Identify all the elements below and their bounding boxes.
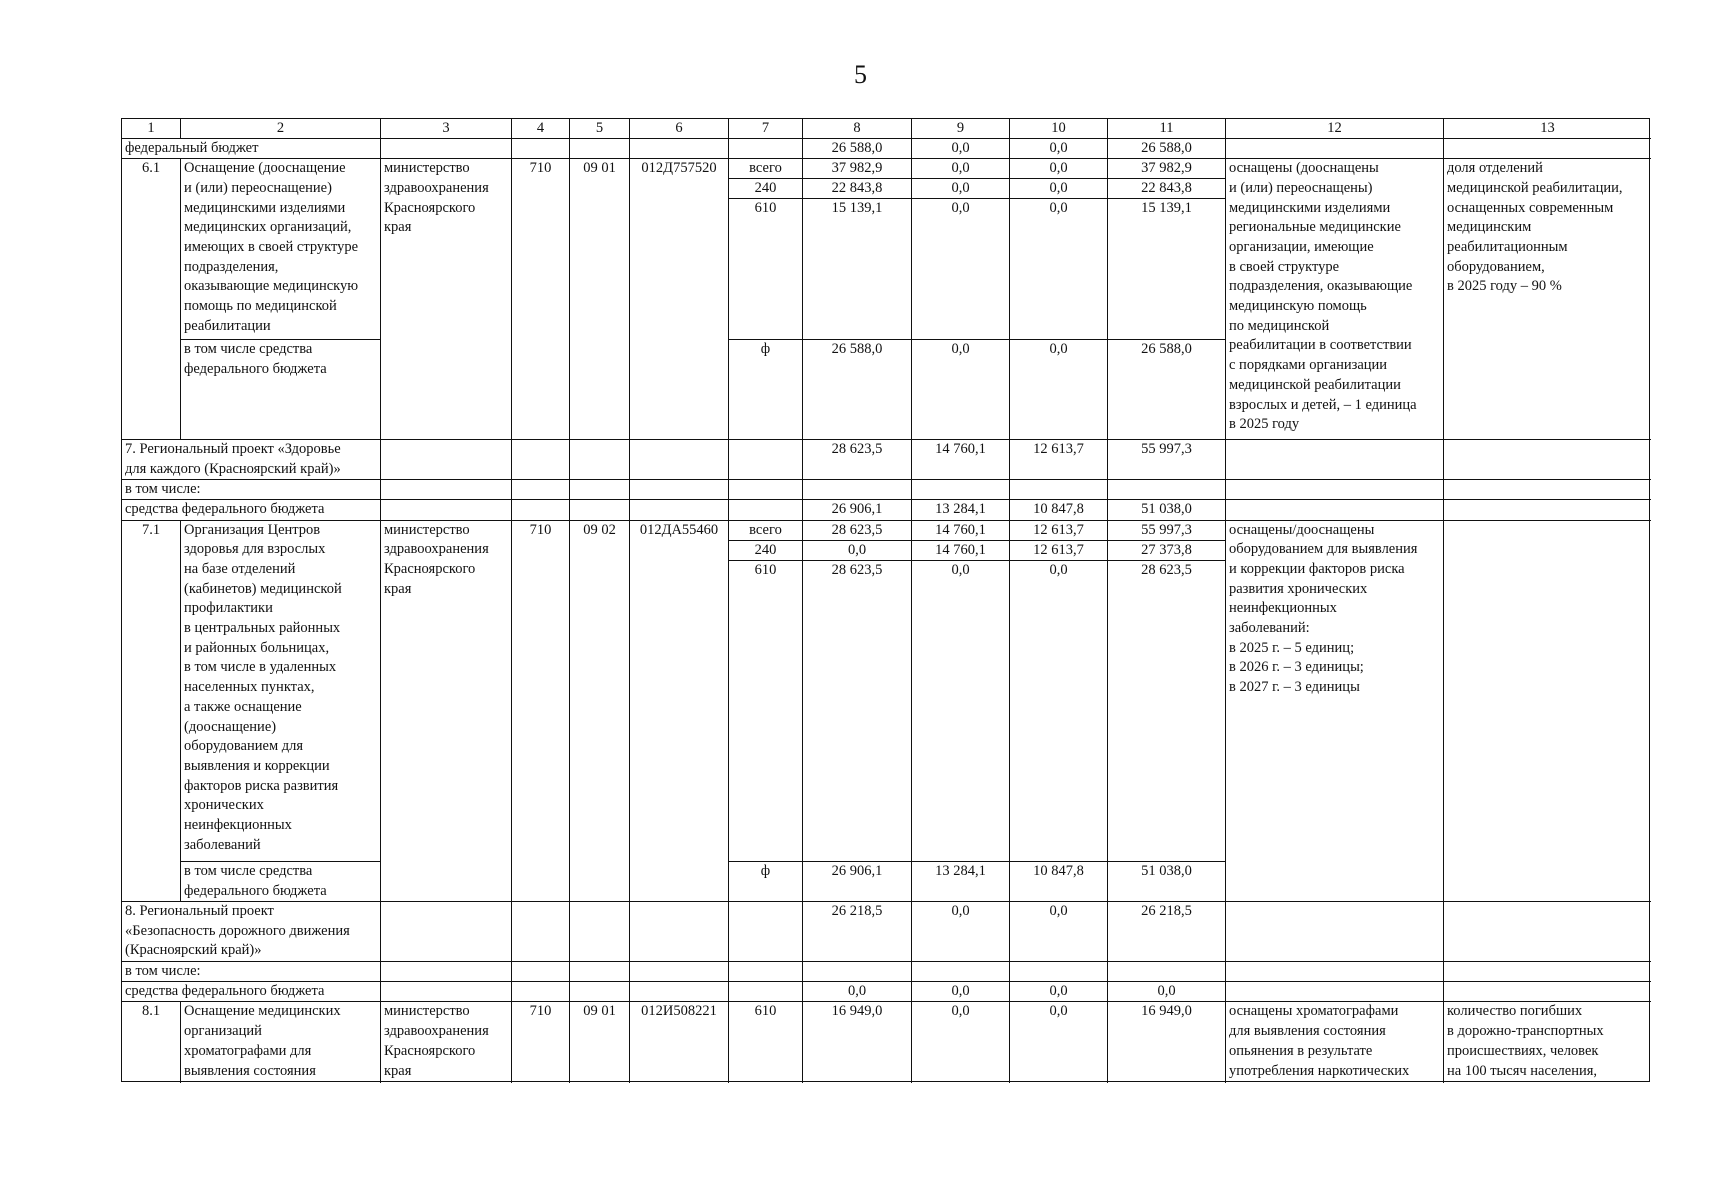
column-header-11: 11 (1108, 119, 1226, 139)
row-7-1-name: Организация Центров здоровья для взрослых на базе отделений (кабинетов) медицинской профилактики в центральных районных и районных больницах, в том числе в удаленных населенных пунктах, а также оснащение (дооснащение) оборудованием для выявления и коррекции факторов риска развития хронических неинфекционных заболеваний (181, 521, 381, 862)
project-7-2026: 14 760,1 (912, 440, 1010, 480)
row-6-1-240-label: 240 (729, 179, 803, 199)
project-7-title: 7. Региональный проект «Здоровье для каждого (Красноярский край)» (122, 440, 381, 480)
project-8-federal-2025: 0,0 (803, 982, 912, 1002)
row-7-1-section: 09 02 (570, 521, 630, 902)
row-6-1-240-2027: 0,0 (1010, 179, 1108, 199)
row-8-1-indicator: количество погибших в дорожно-транспортных происшествиях, человек на 100 тысяч населения, (1447, 1003, 1604, 1079)
row-7-1-610-2025: 28 623,5 (803, 561, 912, 862)
project-8-2027: 0,0 (1010, 902, 1108, 962)
column-header-7: 7 (729, 119, 803, 139)
row-7-1-total-2027: 12 613,7 (1010, 521, 1108, 541)
project-8-federal-label: средства федерального бюджета (122, 982, 381, 1002)
row-7-1-240-sum: 27 373,8 (1108, 541, 1226, 561)
row-7-1-610-label: 610 (729, 561, 803, 862)
row-6-1-federal-2025: 26 588,0 (803, 340, 912, 440)
row-8-1-name: Оснащение медицинских организаций хроматографами для выявления состояния (181, 1002, 381, 1082)
row-8-1-2025: 16 949,0 (803, 1002, 912, 1082)
row-6-1-610-sum: 15 139,1 (1108, 199, 1226, 340)
row-7-1-240-label: 240 (729, 541, 803, 561)
column-header-1: 1 (122, 119, 181, 139)
column-header-9: 9 (912, 119, 1010, 139)
project-8-2026: 0,0 (912, 902, 1010, 962)
row-7-1-total-label: всего (729, 521, 803, 541)
row-8-1-610-label: 610 (729, 1002, 803, 1082)
row-7-1-federal-label: в том числе средства федерального бюджета (181, 862, 381, 902)
row-6-1-total-sum: 37 982,9 (1108, 159, 1226, 179)
row-7-1-target-code: 012ДА55460 (630, 521, 729, 902)
project-7-federal-label: средства федерального бюджета (122, 500, 381, 520)
project-7-including-label: в том числе: (122, 480, 381, 500)
column-header-10: 10 (1010, 119, 1108, 139)
row-8-1-section: 09 01 (570, 1002, 630, 1082)
column-header-8: 8 (803, 119, 912, 139)
row-8-1-number: 8.1 (122, 1002, 181, 1082)
row-6-1-name: Оснащение (дооснащение и (или) переоснащение) медицинскими изделиями медицинских организаций, имеющих в своей структуре подразделения, оказывающие медицинскую помощь по медицинской реабилитации (181, 159, 381, 340)
row-7-1-total-2026: 14 760,1 (912, 521, 1010, 541)
row-7-1-610-sum: 28 623,5 (1108, 561, 1226, 862)
project-8-title: 8. Региональный проект «Безопасность дорожного движения (Красноярский край)» (122, 902, 381, 962)
row-7-1-federal-code: ф (729, 862, 803, 902)
row-8-1-2026: 0,0 (912, 1002, 1010, 1082)
row-6-1-610-2026: 0,0 (912, 199, 1010, 340)
federal-budget-total: 26 588,0 (1108, 139, 1226, 159)
row-6-1-total-2027: 0,0 (1010, 159, 1108, 179)
column-header-4: 4 (512, 119, 570, 139)
row-7-1-federal-2026: 13 284,1 (912, 862, 1010, 902)
row-6-1-240-sum: 22 843,8 (1108, 179, 1226, 199)
row-6-1-total-label: всего (729, 159, 803, 179)
column-header-6: 6 (630, 119, 729, 139)
row-6-1-number: 6.1 (122, 159, 181, 440)
budget-table (121, 118, 1650, 1082)
project-7-2027: 12 613,7 (1010, 440, 1108, 480)
row-8-1-result: оснащены хроматографами для выявления состояния опьянения в результате употребления наркотических (1226, 1002, 1444, 1082)
row-6-1-610-2027: 0,0 (1010, 199, 1108, 340)
row-8-1-executor: министерство здравоохранения Красноярского края (381, 1002, 512, 1082)
row-7-1-code-710: 710 (512, 521, 570, 902)
row-7-1-indicator (1444, 521, 1651, 902)
project-7-total: 55 997,3 (1108, 440, 1226, 480)
row-7-1-result: оснащены/дооснащены оборудованием для выявления и коррекции факторов риска развития хронических неинфекционных заболеваний: в 2025 г. – 5 единиц; в 2026 г. – 3 единицы; в 2027 г. – 3 единицы (1226, 521, 1444, 902)
row-6-1-240-2026: 0,0 (912, 179, 1010, 199)
row-7-1-number: 7.1 (122, 521, 181, 902)
project-8-including-label: в том числе: (122, 962, 381, 982)
column-header-13: 13 (1444, 119, 1651, 139)
project-7-federal-2027: 10 847,8 (1010, 500, 1108, 520)
project-7-federal-2026: 13 284,1 (912, 500, 1010, 520)
row-7-1-610-2027: 0,0 (1010, 561, 1108, 862)
project-7-federal-total: 51 038,0 (1108, 500, 1226, 520)
project-8-federal-2027: 0,0 (1010, 982, 1108, 1002)
project-8-total: 26 218,5 (1108, 902, 1226, 962)
federal-budget-2026: 0,0 (912, 139, 1010, 159)
row-6-1-federal-sum: 26 588,0 (1108, 340, 1226, 440)
row-6-1-federal-label: в том числе средства федерального бюджета (181, 340, 381, 440)
row-6-1-result: оснащены (дооснащены и (или) переоснащены) медицинскими изделиями региональные медицинские организации, имеющие в своей структуре подразделения, оказывающие медицинскую помощь по медицинской реабилитации в соответствии с порядками организации медицинской реабилитации взрослых и детей, – 1 единица в 2025 году (1226, 159, 1444, 440)
project-8-federal-total: 0,0 (1108, 982, 1226, 1002)
row-6-1-610-label: 610 (729, 199, 803, 340)
row-7-1-federal-sum: 51 038,0 (1108, 862, 1226, 902)
row-7-1-240-2027: 12 613,7 (1010, 541, 1108, 561)
row-7-1-240-2026: 14 760,1 (912, 541, 1010, 561)
row-6-1-federal-2027: 0,0 (1010, 340, 1108, 440)
project-8-2025: 26 218,5 (803, 902, 912, 962)
page-number: 5 (854, 60, 867, 89)
row-8-1-total: 16 949,0 (1108, 1002, 1226, 1082)
column-header-12: 12 (1226, 119, 1444, 139)
row-6-1-federal-code: ф (729, 340, 803, 440)
row-6-1-240-2025: 22 843,8 (803, 179, 912, 199)
row-6-1-target-code: 012Д757520 (630, 159, 729, 440)
column-header-5: 5 (570, 119, 630, 139)
project-7-federal-2025: 26 906,1 (803, 500, 912, 520)
row-6-1-610-2025: 15 139,1 (803, 199, 912, 340)
project-7-2025: 28 623,5 (803, 440, 912, 480)
row-7-1-federal-2025: 26 906,1 (803, 862, 912, 902)
row-6-1-total-2026: 0,0 (912, 159, 1010, 179)
project-8-federal-2026: 0,0 (912, 982, 1010, 1002)
federal-budget-2025: 26 588,0 (803, 139, 912, 159)
row-8-1-target-code: 012И508221 (630, 1002, 729, 1082)
row-7-1-240-2025: 0,0 (803, 541, 912, 561)
row-8-1-code-710: 710 (512, 1002, 570, 1082)
row-8-1-2027: 0,0 (1010, 1002, 1108, 1082)
row-6-1-section: 09 01 (570, 159, 630, 440)
federal-budget-2027: 0,0 (1010, 139, 1108, 159)
row-6-1-indicator: доля отделений медицинской реабилитации, оснащенных современным медицинским реабилитационным оборудованием, в 2025 году – 90 % (1444, 159, 1651, 440)
row-7-1-total-sum: 55 997,3 (1108, 521, 1226, 541)
federal-budget-label: федеральный бюджет (122, 139, 381, 159)
row-6-1-executor: министерство здравоохранения Красноярского края (381, 159, 512, 440)
row-6-1-federal-2026: 0,0 (912, 340, 1010, 440)
row-6-1-code-710: 710 (512, 159, 570, 440)
row-7-1-610-2026: 0,0 (912, 561, 1010, 862)
row-7-1-federal-2027: 10 847,8 (1010, 862, 1108, 902)
row-6-1-total-2025: 37 982,9 (803, 159, 912, 179)
row-7-1-total-2025: 28 623,5 (803, 521, 912, 541)
column-header-3: 3 (381, 119, 512, 139)
column-header-2: 2 (181, 119, 381, 139)
row-7-1-executor: министерство здравоохранения Красноярского края (381, 521, 512, 902)
